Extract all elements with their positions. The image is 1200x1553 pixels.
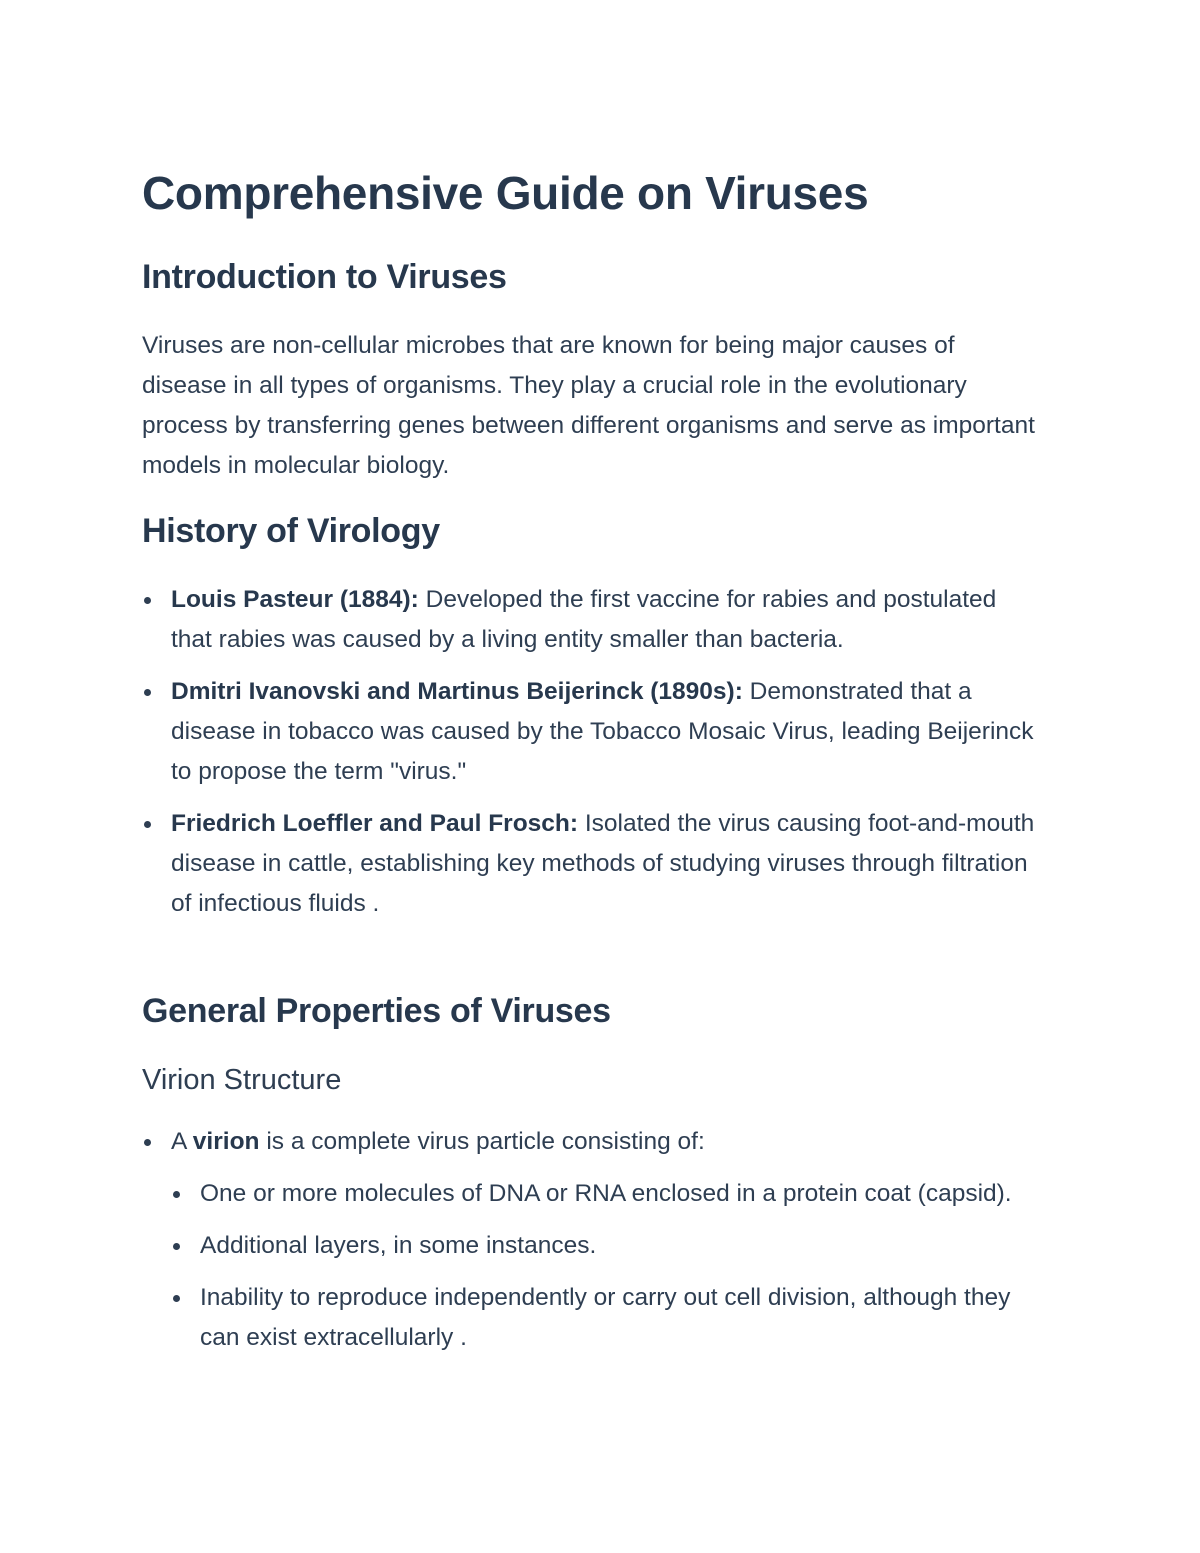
page-title: Comprehensive Guide on Viruses <box>142 167 869 219</box>
history-item-term: Friedrich Loeffler and Paul Frosch: <box>171 810 579 837</box>
history-item-term: Dmitri Ivanovski and Martinus Beijerinck (1890s): <box>171 678 743 705</box>
history-item-ivanovski-beijerinck <box>142 672 1042 792</box>
history-heading: History of Virology <box>142 512 440 550</box>
history-item-text: Isolated the virus causing foot-and-mouth disease in cattle, establishing key methods of studying viruses through filtration of infectious fluids . <box>171 810 1035 917</box>
history-item-text: Demonstrated that a disease in tobacco was caused by the Tobacco Mosaic Virus, leading Beijerinck to propose the term "virus." <box>171 678 1034 785</box>
history-list <box>142 580 1042 936</box>
history-item-term: Louis Pasteur (1884): <box>171 586 419 613</box>
virion-definition-item <box>142 1122 1042 1358</box>
virion-list <box>142 1122 1042 1370</box>
history-item-loeffler-frosch <box>142 804 1042 924</box>
virion-subitem-layers: Additional layers, in some instances. <box>171 1226 1042 1266</box>
virion-subitem-reproduction: Inability to reproduce independently or carry out cell division, although they can exist extracellularly . <box>171 1278 1042 1358</box>
virion-structure-subheading: Virion Structure <box>142 1064 342 1096</box>
virion-subitem-genome: One or more molecules of DNA or RNA enclosed in a protein coat (capsid). <box>171 1174 1042 1214</box>
history-item-pasteur <box>142 580 1042 660</box>
properties-heading: General Properties of Viruses <box>142 992 611 1030</box>
virion-prefix: A <box>171 1128 193 1155</box>
intro-paragraph: Viruses are non-cellular microbes that are known for being major causes of disease in all types of organisms. They play a crucial role in the evolutionary process by transferring genes between different organisms and serve as important models in molecular biology. <box>142 332 1035 479</box>
virion-sublist <box>171 1174 1042 1358</box>
virion-term: virion <box>192 1128 260 1155</box>
intro-heading: Introduction to Viruses <box>142 258 507 296</box>
history-item-text: Developed the first vaccine for rabies and postulated that rabies was caused by a living entity smaller than bacteria. <box>171 586 997 653</box>
virion-suffix: is a complete virus particle consisting of: <box>259 1128 705 1155</box>
